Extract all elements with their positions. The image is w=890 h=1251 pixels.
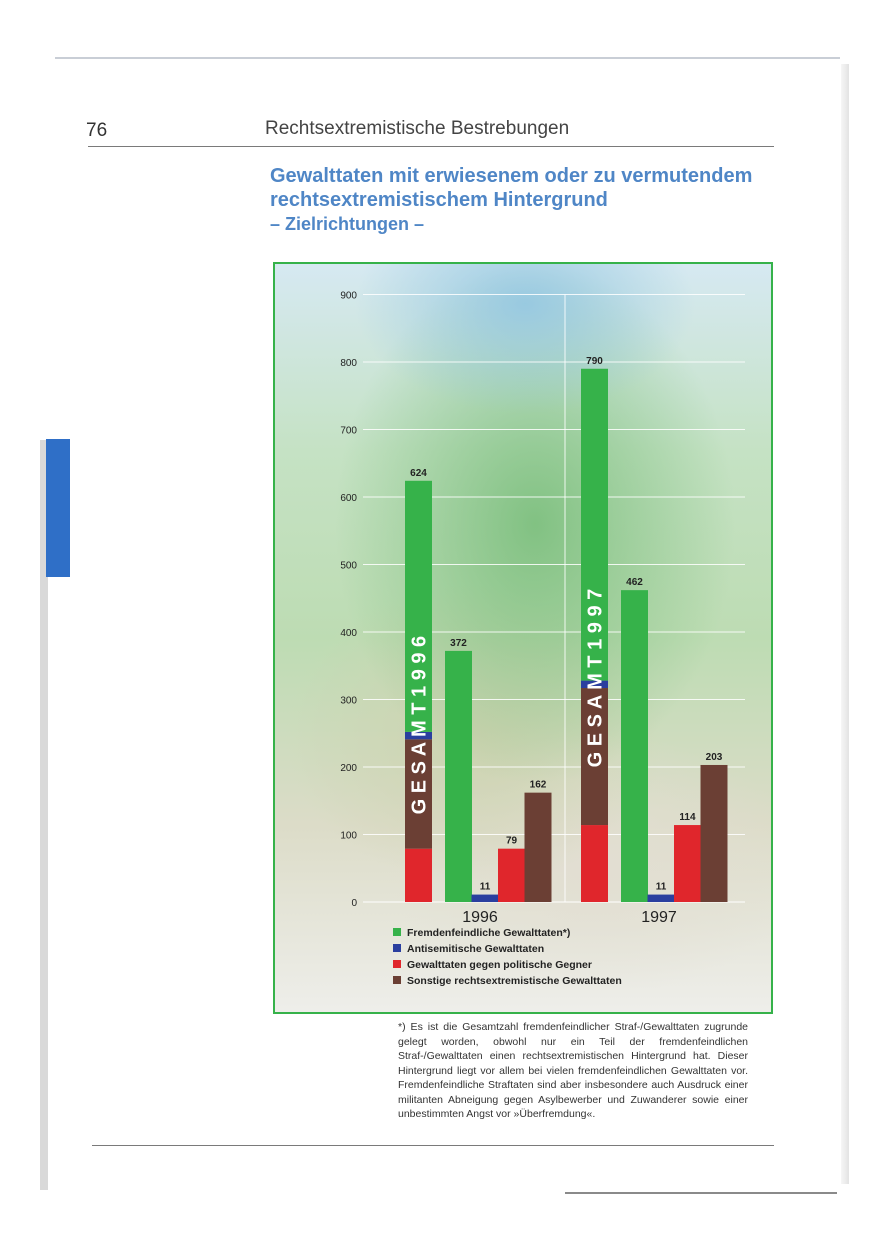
y-tick-label: 0 [351, 898, 357, 909]
chart-title-block [270, 164, 790, 236]
legend-swatch [393, 960, 401, 968]
chapter-tab-marker [46, 439, 70, 577]
footnote: *) Es ist die Gesamtzahl fremdenfeindlicher Straf-/Gewalttaten zugrunde gelegt worden, obwohl nur ein Teil der fremdenfeindlichen Straf-/Gewalttaten einen rechtsextremistischen Hintergrund hat. Dieser Hintergrund liegt vor allem bei vielen fremdenfeindlichen Gewalttaten vor. Fremdenfeindliche Straftaten sind aber insbesondere auch Ausdruck einer militanten Abneigung gegen Asylbewerber und Zuwanderer sowie einer unbestimmten Angst vor »Überfremdung«. [398, 1021, 748, 1120]
bar-value-label: 372 [450, 637, 467, 649]
legend-swatch [393, 928, 401, 936]
y-tick-label: 500 [340, 560, 357, 572]
chart-title: Gewalttaten mit erwiesenem oder zu vermutendem rechtsextremistischem Hintergrund [270, 165, 753, 211]
total-bar-label: G E S A M T 1 9 9 7 [584, 588, 607, 768]
bar-value-label: 11 [479, 881, 491, 893]
running-head: Rechtsextremistische Bestrebungen [265, 118, 570, 139]
bar-value-label: 162 [529, 779, 547, 791]
series-bar [701, 765, 728, 902]
legend-label: Antisemitische Gewalttaten [407, 943, 545, 955]
total-bar-segment [581, 825, 608, 902]
y-tick-label: 100 [340, 830, 357, 842]
y-tick-label: 800 [340, 358, 357, 369]
header-rule [88, 146, 774, 147]
bar-value-label: 203 [705, 751, 723, 763]
chart-subtitle: – Zielrichtungen – [270, 214, 425, 234]
total-bar-segment [405, 849, 432, 902]
y-tick-label: 900 [340, 290, 357, 302]
category-label: 1996 [462, 909, 498, 926]
legend-label: Gewalttaten gegen politische Gegner [407, 959, 592, 971]
total-bar-label: G E S A M T 1 9 9 6 [408, 635, 431, 815]
bar-value-label: 11 [655, 881, 667, 893]
y-tick-label: 700 [340, 425, 357, 437]
total-value-label: 790 [586, 355, 603, 367]
chart-frame [273, 262, 773, 1014]
bar-value-label: 79 [505, 835, 518, 847]
top-edge-rule [55, 57, 840, 59]
bar-value-label: 462 [626, 577, 643, 589]
right-page-edge [841, 64, 849, 1184]
series-bar [525, 793, 552, 902]
y-tick-label: 400 [340, 628, 357, 639]
legend-label: Sonstige rechtsextremistische Gewalttaten [407, 975, 622, 987]
legend-swatch [393, 944, 401, 952]
series-bar [498, 849, 525, 902]
y-tick-label: 600 [340, 493, 357, 504]
bar-value-label: 114 [679, 812, 696, 824]
y-tick-label: 300 [340, 695, 357, 707]
total-value-label: 624 [410, 467, 427, 479]
series-bar [621, 590, 648, 902]
bar-chart [275, 264, 771, 1012]
legend-label: Fremdenfeindliche Gewalttaten*) [407, 927, 571, 939]
bottom-edge-mark [565, 1192, 837, 1194]
series-bar [472, 895, 499, 902]
footer-rule [92, 1145, 774, 1146]
series-bar [674, 825, 701, 902]
series-bar [648, 895, 675, 902]
page-number: 76 [86, 120, 108, 141]
legend-swatch [393, 976, 401, 984]
series-bar [445, 651, 472, 902]
y-tick-label: 200 [340, 763, 357, 774]
category-label: 1997 [641, 909, 677, 926]
